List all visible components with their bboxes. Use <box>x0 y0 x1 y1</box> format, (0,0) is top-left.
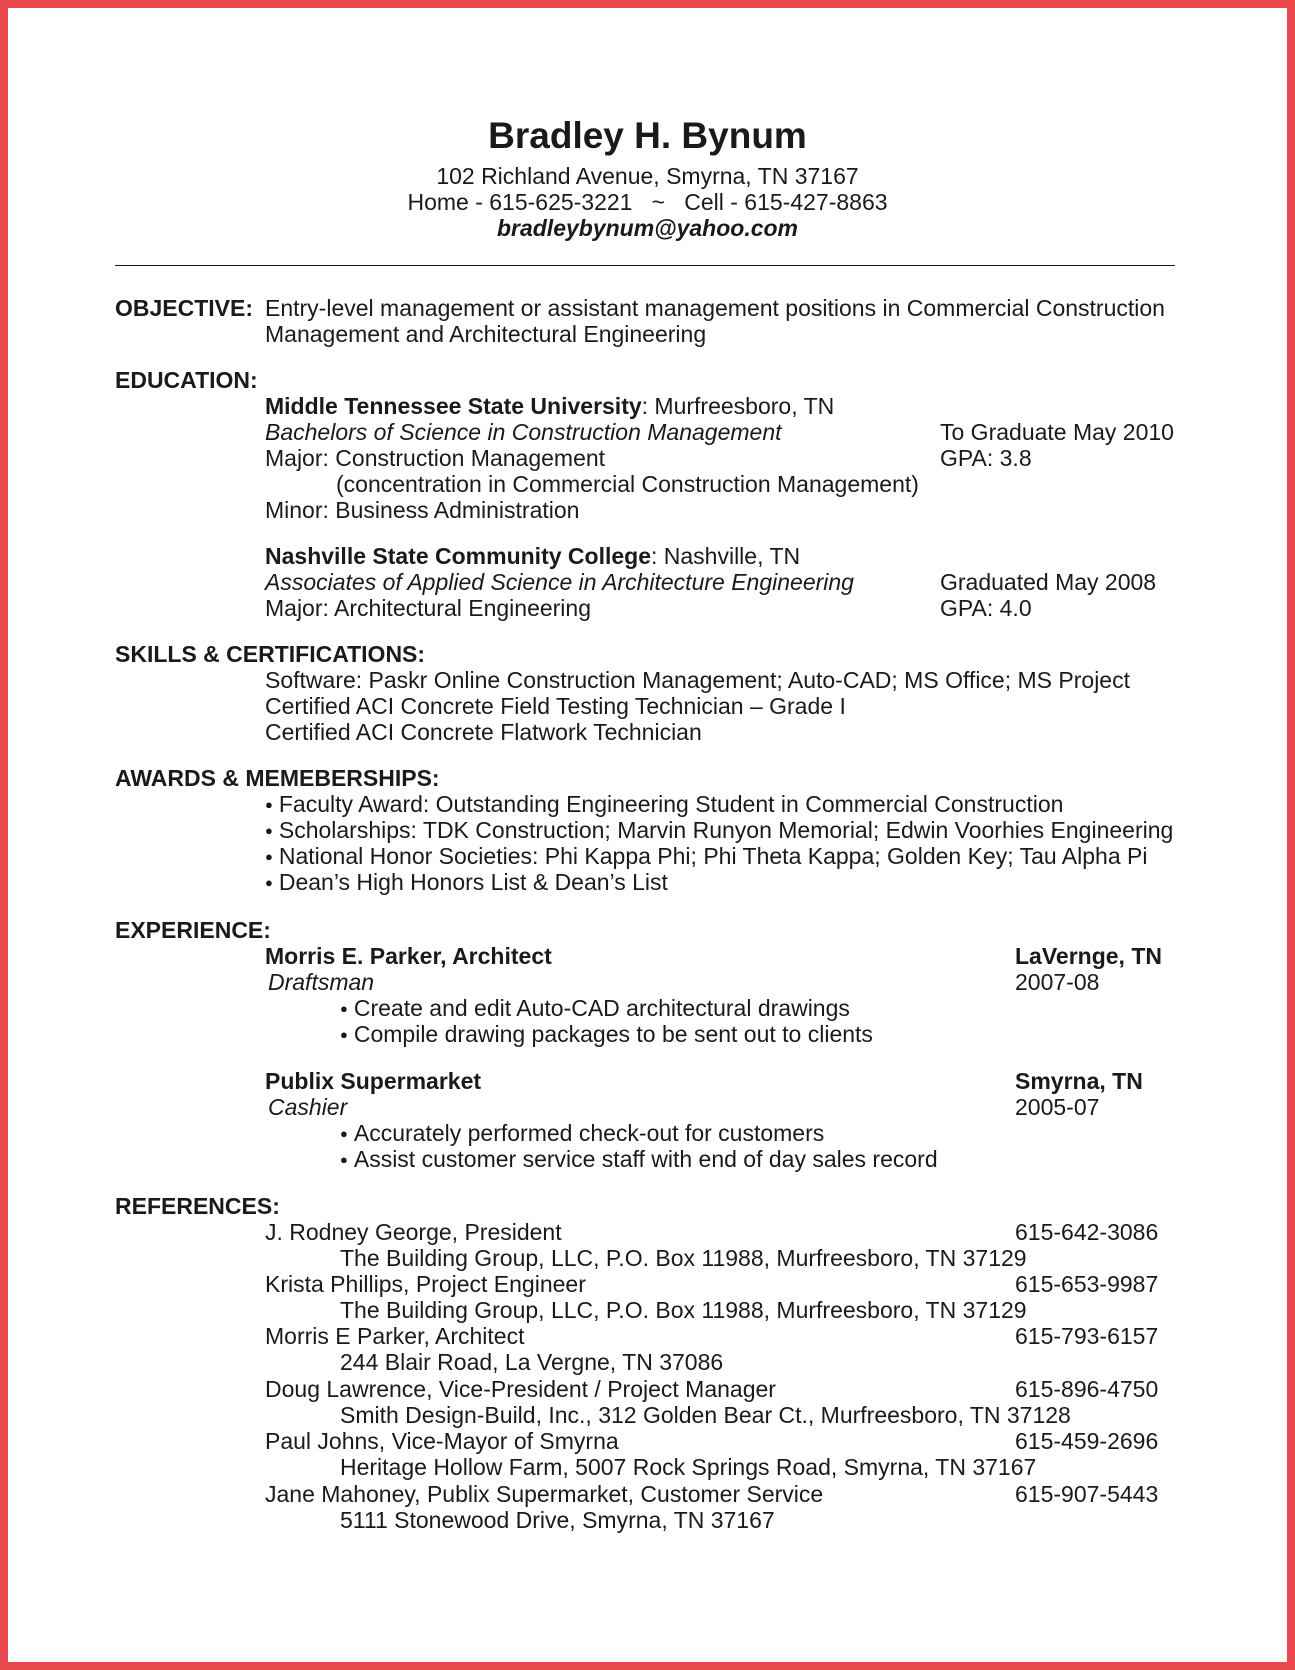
job-1-employer: Morris E. Parker, Architect <box>265 943 552 969</box>
school-2-name: Nashville State Community College <box>265 543 651 569</box>
objective-line-2: Management and Architectural Engineering <box>265 321 707 347</box>
school-1-minor: Minor: Business Administration <box>265 497 580 523</box>
job-2-dates: 2005-07 <box>1015 1094 1100 1120</box>
reference-address: Smith Design-Build, Inc., 312 Golden Bear Ct., Murfreesboro, TN 37128 <box>340 1402 1071 1428</box>
reference-name: Paul Johns, Vice-Mayor of Smyrna <box>265 1428 619 1454</box>
job-1-duty: ● Compile drawing packages to be sent out to clients <box>340 1021 873 1051</box>
candidate-name: Bradley H. Bynum <box>488 115 807 156</box>
contact-phones: Home - 615-625-3221 ~ Cell - 615-427-8863 <box>407 189 888 215</box>
school-2-major: Major: Architectural Engineering <box>265 595 591 621</box>
school-1-major: Major: Construction Management <box>265 445 606 471</box>
reference-address: The Building Group, LLC, P.O. Box 11988, Murfreesboro, TN 37129 <box>340 1297 1027 1323</box>
job-1-location: LaVernge, TN <box>1015 943 1162 969</box>
reference-phone: 615-642-3086 <box>1015 1219 1159 1245</box>
header-divider <box>115 265 1175 266</box>
job-1-dates: 2007-08 <box>1015 969 1100 995</box>
job-2-duty: ● Accurately performed check-out for customers <box>340 1120 824 1150</box>
reference-address: 244 Blair Road, La Vergne, TN 37086 <box>340 1349 724 1375</box>
reference-name: Doug Lawrence, Vice-President / Project Manager <box>265 1376 776 1402</box>
reference-name: Morris E Parker, Architect <box>265 1323 525 1349</box>
school-2-degree: Associates of Applied Science in Architecture Engineering <box>265 569 854 595</box>
reference-phone: 615-907-5443 <box>1015 1481 1159 1507</box>
contact-address: 102 Richland Avenue, Smyrna, TN 37167 <box>436 163 859 189</box>
education-heading: EDUCATION: <box>115 367 258 393</box>
reference-address: Heritage Hollow Farm, 5007 Rock Springs Road, Smyrna, TN 37167 <box>340 1454 1037 1480</box>
reference-address: The Building Group, LLC, P.O. Box 11988, Murfreesboro, TN 37129 <box>340 1245 1027 1271</box>
reference-phone: 615-793-6157 <box>1015 1323 1159 1349</box>
reference-name: J. Rodney George, President <box>265 1219 562 1245</box>
references-heading: REFERENCES: <box>115 1193 280 1219</box>
reference-address: 5111 Stonewood Drive, Smyrna, TN 37167 <box>340 1507 775 1533</box>
job-2-employer: Publix Supermarket <box>265 1068 482 1094</box>
school-1-degree: Bachelors of Science in Construction Management <box>265 419 782 445</box>
school-2-line <box>265 543 800 570</box>
skill-item: Software: Paskr Online Construction Management; Auto-CAD; MS Office; MS Project <box>265 667 1130 693</box>
awards-heading: AWARDS & MEMEBERSHIPS: <box>115 765 440 791</box>
job-2-duty: ● Assist customer service staff with end of day sales record <box>340 1146 938 1176</box>
objective-heading: OBJECTIVE: <box>115 295 254 321</box>
reference-phone: 615-653-9987 <box>1015 1271 1159 1297</box>
skills-heading: SKILLS & CERTIFICATIONS: <box>115 641 426 667</box>
reference-name: Jane Mahoney, Publix Supermarket, Customer Service <box>265 1481 824 1507</box>
experience-heading: EXPERIENCE: <box>115 917 271 943</box>
objective-line-1: Entry-level management or assistant management positions in Commercial Construction <box>265 295 1165 321</box>
reference-phone: 615-459-2696 <box>1015 1428 1159 1454</box>
award-item: ● National Honor Societies: Phi Kappa Phi; Phi Theta Kappa; Golden Key; Tau Alpha Pi <box>265 843 1147 873</box>
school-2-date: Graduated May 2008 <box>940 569 1157 595</box>
school-1-name: Middle Tennessee State University <box>265 393 642 419</box>
school-1-concentration: (concentration in Commercial Construction Management) <box>336 471 919 497</box>
award-item: ● Dean’s High Honors List & Dean’s List <box>265 869 668 899</box>
school-1-gpa: GPA: 3.8 <box>940 445 1032 471</box>
school-1-location: : Murfreesboro, TN <box>641 393 835 419</box>
job-2-location: Smyrna, TN <box>1015 1068 1143 1094</box>
award-item: ● Faculty Award: Outstanding Engineering Student in Commercial Construction <box>265 791 1063 821</box>
skill-item: Certified ACI Concrete Field Testing Technician – Grade I <box>265 693 846 719</box>
school-1-line <box>265 393 834 420</box>
job-1-title: Draftsman <box>268 969 375 995</box>
contact-email[interactable]: bradleybynum@yahoo.com <box>496 215 799 241</box>
award-item: ● Scholarships: TDK Construction; Marvin Runyon Memorial; Edwin Voorhies Engineering <box>265 817 1173 847</box>
school-2-location: : Nashville, TN <box>650 543 801 569</box>
reference-phone: 615-896-4750 <box>1015 1376 1159 1402</box>
job-1-duty: ● Create and edit Auto-CAD architectural drawings <box>340 995 850 1025</box>
job-2-title: Cashier <box>268 1094 348 1120</box>
skill-item: Certified ACI Concrete Flatwork Technician <box>265 719 702 745</box>
school-2-gpa: GPA: 4.0 <box>940 595 1032 621</box>
reference-name: Krista Phillips, Project Engineer <box>265 1271 586 1297</box>
school-1-date: To Graduate May 2010 <box>940 419 1174 445</box>
